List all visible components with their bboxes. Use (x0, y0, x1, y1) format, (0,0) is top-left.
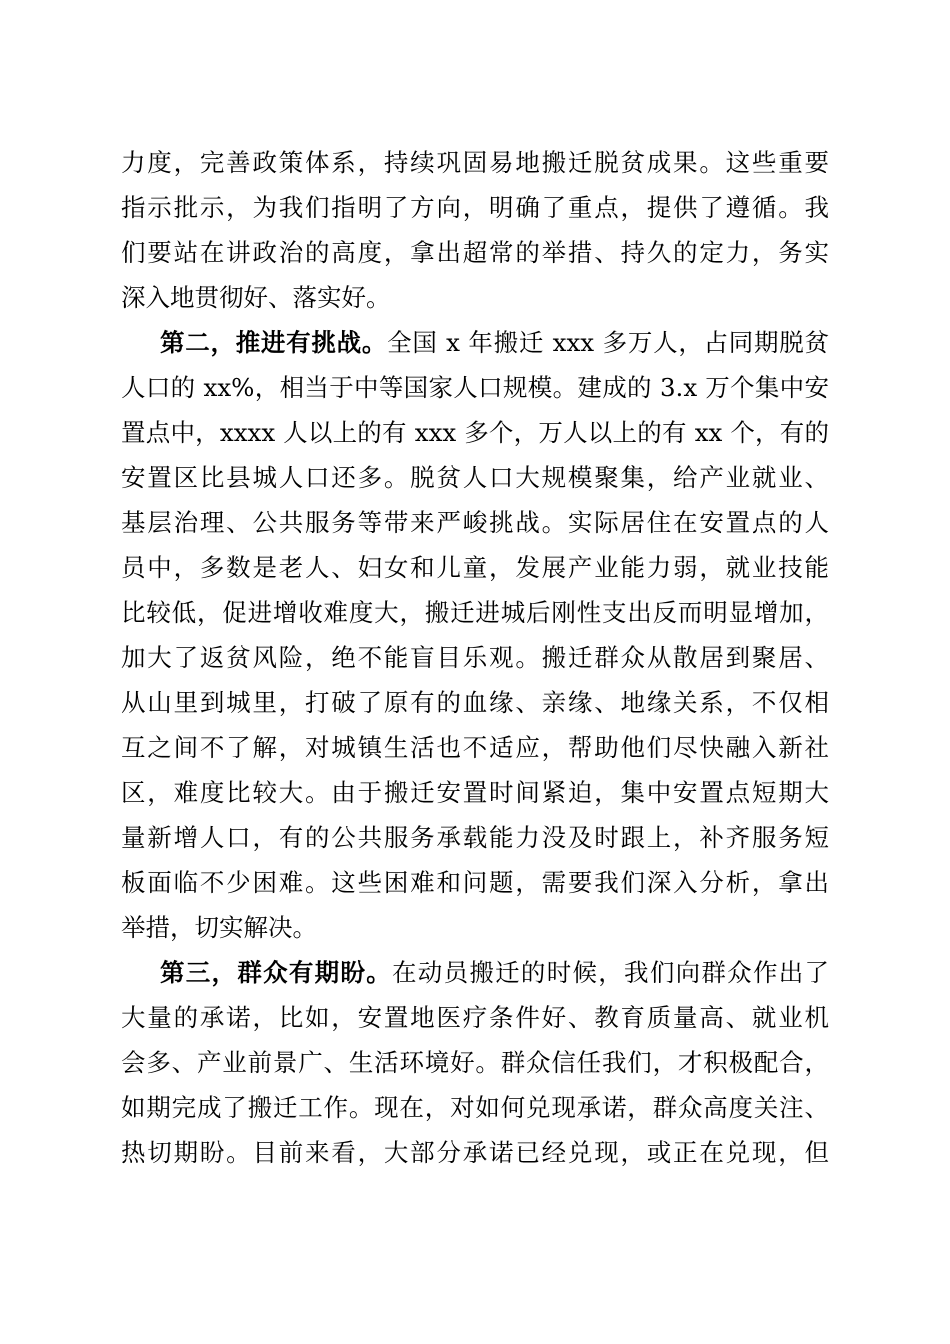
paragraph-first-line (121, 950, 829, 995)
paragraph-heading: 第二，推进有挑战。 (160, 328, 388, 357)
paragraph-line: 大量的承诺，比如，安置地医疗条件好、教育质量高、就业机 (121, 1003, 829, 1032)
document-body (121, 140, 829, 1175)
paragraph-line: 力度，完善政策体系，持续巩固易地搬迁脱贫成果。这些重要 (121, 148, 829, 177)
paragraph-2 (121, 320, 829, 950)
paragraph-line: 人口的 xx%，相当于中等国家人口规模。建成的 3.x 万个集中安 (121, 373, 829, 402)
paragraph-line: 举措，切实解决。 (121, 913, 317, 942)
paragraph-3 (121, 950, 829, 1175)
paragraph-first-line (121, 320, 829, 365)
paragraph-line: 会多、产业前景广、生活环境好。群众信任我们，才积极配合， (121, 1048, 829, 1077)
paragraph-line: 如期完成了搬迁工作。现在，对如何兑现承诺，群众高度关注、 (121, 1093, 829, 1122)
paragraph-line-text: 全国 x 年搬迁 xxx 多万人，占同期脱贫 (387, 328, 829, 357)
paragraph-1 (121, 140, 829, 320)
paragraph-line-text: 在动员搬迁的时候，我们向群众作出了 (392, 958, 829, 987)
paragraph-line: 从山里到城里，打破了原有的血缘、亲缘、地缘关系，不仅相 (121, 688, 829, 717)
paragraph-line: 比较低，促进增收难度大，搬迁进城后刚性支出反而明显增加， (121, 598, 829, 627)
paragraph-line: 置点中，xxxx 人以上的有 xxx 多个，万人以上的有 xx 个，有的 (121, 418, 829, 447)
paragraph-line: 指示批示，为我们指明了方向，明确了重点，提供了遵循。我 (121, 193, 829, 222)
paragraph-line: 互之间不了解，对城镇生活也不适应，帮助他们尽快融入新社 (121, 733, 829, 762)
paragraph-line: 板面临不少困难。这些困难和问题，需要我们深入分析，拿出 (121, 868, 829, 897)
paragraph-line: 加大了返贫风险，绝不能盲目乐观。搬迁群众从散居到聚居、 (121, 643, 829, 672)
paragraph-line: 深入地贯彻好、落实好。 (121, 283, 391, 312)
paragraph-line: 区，难度比较大。由于搬迁安置时间紧迫，集中安置点短期大 (121, 778, 829, 807)
paragraph-heading: 第三，群众有期盼。 (160, 958, 393, 987)
paragraph-line: 员中，多数是老人、妇女和儿童，发展产业能力弱，就业技能 (121, 553, 829, 582)
paragraph-line: 基层治理、公共服务等带来严峻挑战。实际居住在安置点的人 (121, 508, 829, 537)
paragraph-line: 安置区比县城人口还多。脱贫人口大规模聚集，给产业就业、 (121, 463, 829, 492)
paragraph-line: 热切期盼。目前来看，大部分承诺已经兑现，或正在兑现，但 (121, 1138, 829, 1167)
paragraph-line: 们要站在讲政治的高度，拿出超常的举措、持久的定力，务实 (121, 238, 829, 267)
paragraph-line: 量新增人口，有的公共服务承载能力没及时跟上，补齐服务短 (121, 823, 829, 852)
